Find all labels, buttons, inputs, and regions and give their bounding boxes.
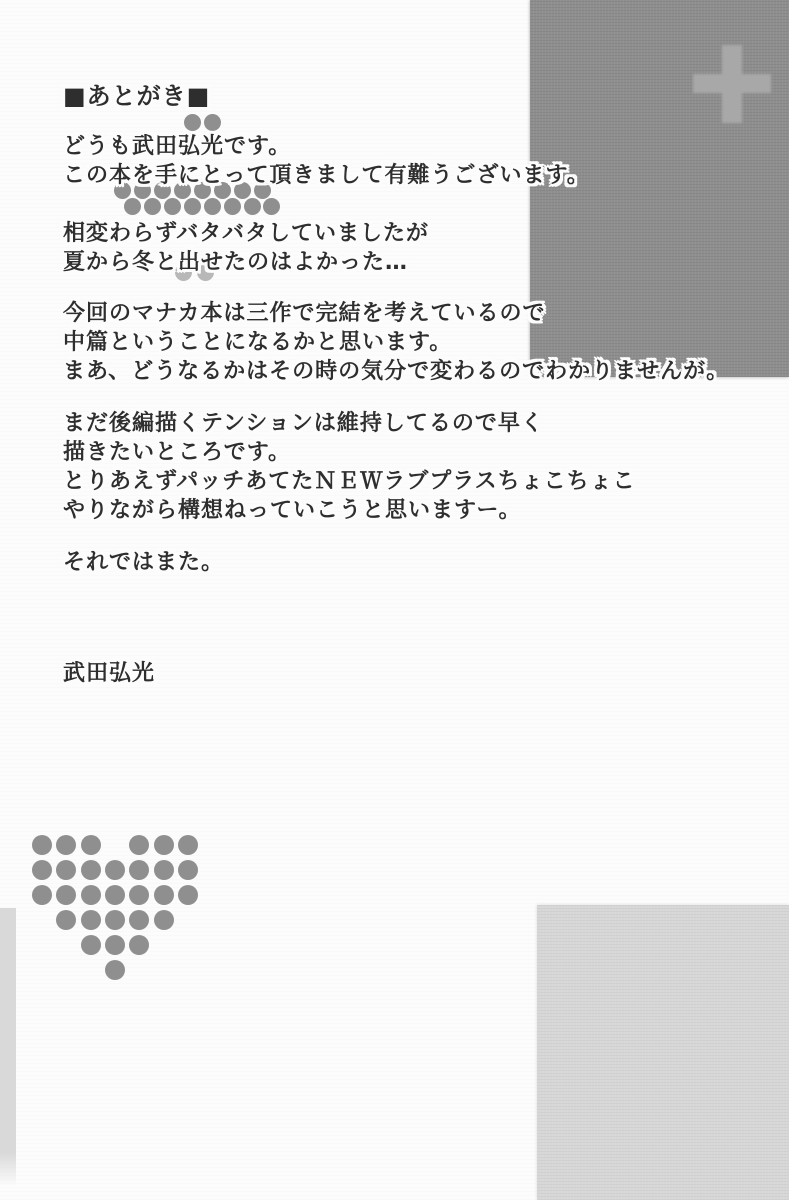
dot — [32, 835, 52, 855]
dot — [154, 885, 174, 905]
dot — [56, 835, 76, 855]
dot — [184, 114, 201, 131]
dot — [105, 960, 125, 980]
dot — [56, 860, 76, 880]
dot — [129, 860, 149, 880]
dot — [144, 198, 161, 215]
text-line: まあ、どうなるかはその時の気分で変わるのでわかりませんが。 — [63, 359, 730, 384]
text-line: この本を手にとって頂きまして有難うございます。 — [63, 163, 590, 188]
dot — [154, 860, 174, 880]
dot — [204, 198, 221, 215]
dot — [178, 885, 198, 905]
dot — [129, 910, 149, 930]
dot — [154, 910, 174, 930]
afterword-heading: ■あとがき■ — [63, 82, 211, 110]
bottom-right-gray-block — [537, 905, 789, 1200]
text-line: 夏から冬と出せたのはよかった… — [63, 250, 409, 275]
dot — [81, 935, 101, 955]
text-line: 中篇ということになるかと思います。 — [63, 330, 453, 355]
dot — [204, 114, 221, 131]
text-line: やりながら構想ねっていこうと思いますー。 — [63, 498, 522, 523]
dot — [105, 935, 125, 955]
dot — [124, 198, 141, 215]
dot — [129, 935, 149, 955]
dot — [244, 198, 261, 215]
text-line: 描きたいところです。 — [63, 440, 292, 465]
dot — [164, 198, 181, 215]
dot — [81, 885, 101, 905]
text-line: どうも武田弘光です。 — [63, 134, 292, 159]
dot — [81, 860, 101, 880]
dot — [129, 835, 149, 855]
dot — [154, 835, 174, 855]
dot — [105, 910, 125, 930]
dot — [178, 860, 198, 880]
dot — [32, 885, 52, 905]
dot — [224, 198, 241, 215]
text-line: 相変わらずバタバタしていましたが — [63, 221, 430, 246]
dot — [81, 910, 101, 930]
dot — [184, 198, 201, 215]
dot — [105, 860, 125, 880]
dot — [263, 198, 280, 215]
dot — [32, 860, 52, 880]
text-line: まだ後編描くテンションは維持してるので早く — [63, 411, 544, 436]
text-line: とりあえずパッチあてたＮＥＷラブプラスちょこちょこ — [63, 469, 636, 494]
dot — [56, 910, 76, 930]
text-line: それではまた。 — [63, 550, 225, 575]
dot — [56, 885, 76, 905]
text-line: 今回のマナカ本は三作で完結を考えているので — [63, 301, 546, 326]
author-signature: 武田弘光 — [63, 661, 156, 686]
dot — [105, 885, 125, 905]
dot — [129, 885, 149, 905]
dot — [81, 835, 101, 855]
dot — [178, 835, 198, 855]
left-edge-strip — [0, 908, 16, 1186]
